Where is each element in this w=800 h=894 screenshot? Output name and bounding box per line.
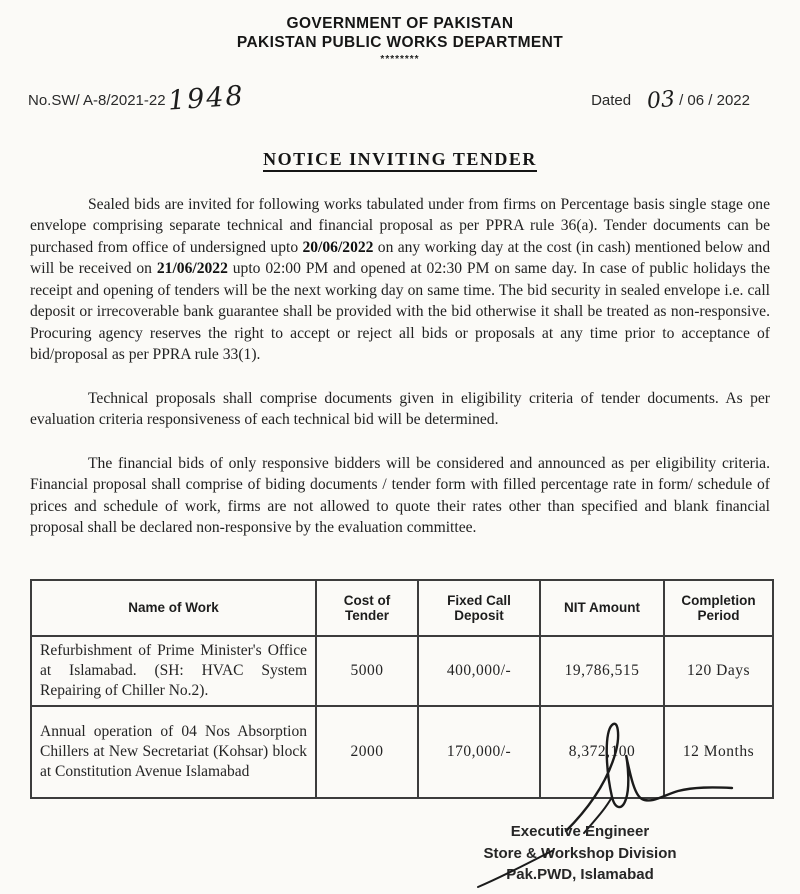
dated-label: Dated <box>591 91 632 109</box>
purchase-deadline-date: 20/06/2022 <box>302 238 374 256</box>
reference-number <box>28 80 246 117</box>
work-name-cell: Refurbishment of Prime Minister's Office at Islamabad. (SH: HVAC System Repairing of Chiller No.2). <box>31 636 316 706</box>
column-header-fixed-call-deposit: Fixed Call Deposit <box>418 580 540 636</box>
paragraph-1-seg1: Sealed bids are invited for following works tabulated under from firms on Percentage basis single stage one envelope comprising separate technical and financial proposal as per PPRA rule 36(a). Tender documents can be purchased from office of undersigned upto <box>30 195 770 256</box>
paragraph-2: Technical proposals shall comprise documents given in eligibility criteria of tender documents. As per evaluation criteria responsiveness of each technical bid will be determined. <box>30 389 770 429</box>
signatory-designation: Executive Engineer <box>510 822 650 840</box>
cost-cell: 5000 <box>316 636 418 706</box>
letterhead-divider: ******** <box>380 53 420 65</box>
paragraph-3: The financial bids of only responsive bidders will be considered and announced as per eligibility criteria. Financial proposal shall comprise of biding documents / tender form with filled percentage rate in form/ schedule of prices and schedule of work, firms are not allowed to quote their rates other than specified and blank financial proposal shall be declared non-responsive by the evaluation committee. <box>30 454 770 537</box>
signature-stroke-icon <box>466 849 556 889</box>
document-title <box>0 149 800 170</box>
nit-amount-cell: 8,372,100 <box>540 706 664 798</box>
completion-cell: 12 Months <box>664 706 773 798</box>
government-title: GOVERNMENT OF PAKISTAN <box>286 15 514 32</box>
reference-row <box>28 80 772 117</box>
signature-block <box>430 715 730 886</box>
letterhead <box>0 0 800 65</box>
table-row <box>31 636 773 706</box>
document-title-text: NOTICE INVITING TENDER <box>263 149 537 172</box>
column-header-completion-period: Completion Period <box>664 580 773 636</box>
date-printed: / 06 / 2022 <box>679 91 750 109</box>
paragraph-1-seg2: on any working day at the cost (in cash) mentioned below and will be received on <box>30 238 770 278</box>
work-name-cell: Annual operation of 04 Nos Absorption Chillers at New Secretariat (Kohsar) block at Constitution Avenue Islamabad <box>31 706 316 798</box>
paragraph-1-seg3: upto 02:00 PM and opened at 02:30 PM on same day. In case of public holidays the receipt and opening of tenders will be the next working day on same time. The bid security in sealed envelope i.e. call deposit or irrecoverable bank guarantee shall be provided with the bid otherwise it shall be treated as non-responsive. Procuring agency reserves the right to accept or reject all bids or proposals at any time prior to acceptance of bid/proposal as per PPRA rule 33(1). <box>30 260 770 364</box>
column-header-cost-of-tender: Cost of Tender <box>316 580 418 636</box>
paragraph-1 <box>30 194 770 366</box>
nit-amount-cell: 19,786,515 <box>540 636 664 706</box>
date-day-handwritten: 03 <box>646 86 677 114</box>
reference-number-label: No.SW/ A-8/2021-22 <box>28 91 166 109</box>
department-title: PAKISTAN PUBLIC WORKS DEPARTMENT <box>236 34 564 52</box>
dated-field <box>591 86 750 114</box>
table-header-row <box>31 580 773 636</box>
cost-cell: 2000 <box>316 706 418 798</box>
column-header-nit-amount: NIT Amount <box>540 580 664 636</box>
column-header-name-of-work: Name of Work <box>31 580 316 636</box>
deposit-cell: 400,000/- <box>418 636 540 706</box>
signatory-office: Pak.PWD, Islamabad <box>506 866 654 884</box>
reference-number-handwritten: 1948 <box>166 80 246 117</box>
signature-icon <box>560 715 740 835</box>
receipt-date: 21/06/2022 <box>156 260 228 278</box>
document-body <box>30 194 770 539</box>
deposit-cell: 170,000/- <box>418 706 540 798</box>
signatory-division: Store & Workshop Division <box>483 844 677 862</box>
completion-cell: 120 Days <box>664 636 773 706</box>
signatory-details <box>430 821 730 886</box>
